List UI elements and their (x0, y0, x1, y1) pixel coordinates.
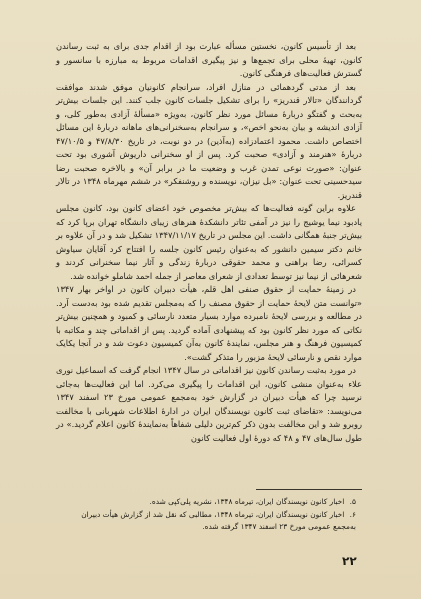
footnote-divider (256, 489, 362, 490)
footnote-number: ۶. (349, 509, 356, 519)
footnote-text: اخبار کانون نویسندگان ایران، تیرماه ۱۳۴۸، مطالبی که نقل شد از گزارش هیأت دبیران به‌مجمع عمومی مورخ ۲۳ اسفند ۱۳۴۷ گرفته شده. (81, 509, 356, 531)
body-text (56, 40, 362, 445)
paragraph: بعد از تأسیس کانون، نخستین مسأله عبارت بود از اقدام جدی برای به ثبت رساندن کانون، تهیهٔ محلی برای تجمع‌ها و نیز پیگیری اقدامات مربوط به مبارزه با سانسور و گسترش فعالیت‌های فرهنگی کانون. (56, 41, 362, 78)
footnotes (56, 496, 356, 534)
footnote (56, 496, 356, 509)
paragraph: بعد از مدتی گردهمائی در منازل افراد، سرانجام کانونیان موفق شدند موافقت گردانندگان «تالار قندریز» را برای تشکیل جلسات کانون جلب کنند. این جلسات بیش‌تر به‌بحث و گفتگو دربارهٔ مسائل مورد نظر کانون، به‌ویژه «مسألهٔ آزادی به‌طور کلی، و آزادی اندیشه و بیان به‌نحو اخص»، و سرانجام به‌سخنرانی‌های ماهانه دربارهٔ این مسائل اختصاص داشت. محمود اعتمادزاده (به‌آذین) در دو نوبت، در تاریخ ۴۷/۸/۳۰ و ۴۷/۱۰/۵ دربارهٔ «هنرمند و آزادی» صحبت کرد. پس از او سخنرانی داریوش آشوری بود تحت عنوان: «صورت نوعی تمدن غرب و وضعیت ما در برابر آن» و بالاخره صحبت رضا سیدحسینی تحت عنوان: «بل نیزان، نویسنده و روشنفکر» در ششم مهرماه ۱۳۴۸ در تالار قندریز. (56, 81, 362, 200)
footnote-number: ۵. (349, 497, 356, 506)
paragraph: در مورد به‌ثبت رساندن کانون نیز اقداماتی در سال ۱۳۴۷ انجام گرفت که اسماعیل نوری علاء به‌عنوان منشی کانون، این اقدامات را پیگیری می‌کرد. اما این فعالیت‌ها به‌جائی نرسید چرا که هیأت دبیران در گزارش خود به‌مجمع عمومی مورخ ۲۳ اسفند ۱۳۴۷ می‌نویسد: «تقاضای ثبت کانون نویسندگان ایران در ادارهٔ اطلاعات شهربانی با مخالفت روبرو شد و این مخالفت بدون ذکر کم‌ترین دلیلی شفاهاً به‌نمایندهٔ کانون اعلام گردید.» در طول سال‌های ۴۷ و ۴۸ که دورهٔ اول فعالیت کانون (56, 365, 362, 443)
paragraph: علاوه براین گونه فعالیت‌ها که بیش‌تر مخصوص خود اعضای کانون بود، کانون مجلس یادبود نیما یوشیج را نیز در آمفی تئاتر دانشکدهٔ هنرهای زیبای دانشگاه تهران برپا کرد که بیش‌تر جنبهٔ همگانی داشت. این مجلس در تاریخ ۱۳۴۷/۱۱/۱۷ تشکیل شد و در آن علاوه بر خانم دکتر سیمین دانشور که به‌عنوان رئیس کانون جلسه را افتتاح کرد آقایان سیاوش کسرائی، رضا براهنی و محمد حقوقی دربارهٔ زندگی و آثار نیما سخنرانی کردند و شعرهائی از نیما نیز توسط تعدادی از شعرای معاصر از جمله احمد شاملو خوانده شد. (56, 203, 362, 281)
footnote (56, 509, 356, 534)
page-number: ۲۲ (342, 554, 357, 568)
paragraph: در زمینهٔ حمایت از حقوق صنفی اهل قلم، هیأت دبیران کانون در اواخر بهار ۱۳۴۷ «توانست متن لایحهٔ حمایت از حقوق مصنف را که به‌مجلس تقدیم شده بود به‌دست آرد. در مطالعه و بررسی لایحهٔ نامبرده موارد بسیار متعدد نارسائی و کمبود و همچنین بیش‌تر نکاتی که مورد نظر کانون بود که پیشنهادی آماده گردید. پس از اقداماتی چند و مکاتبه با کمیسیون فرهنگ و هنر مجلس، نمایندهٔ کانون به‌آن کمیسیون دعوت شد و در آنجا یکایک موارد نقص و نارسائی لایحهٔ مزبور را متذکر گشت». (56, 284, 362, 362)
footnote-text: اخبار کانون نویسندگان ایران، تیرماه ۱۳۴۸، نشریه پلی‌کپی شده. (149, 497, 345, 506)
